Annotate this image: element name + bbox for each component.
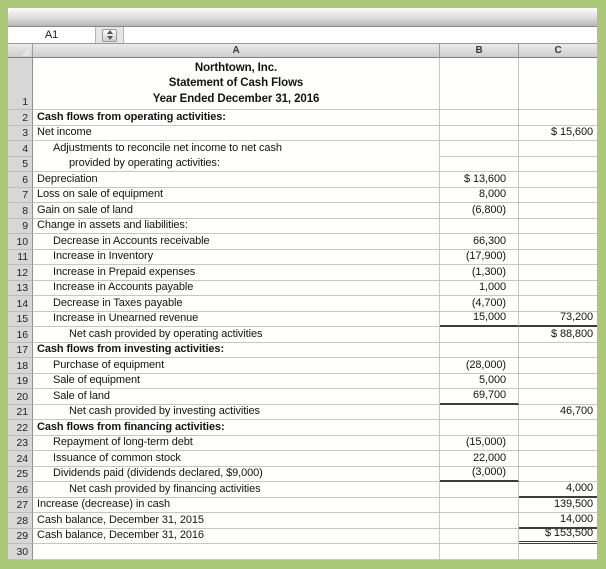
cell-a[interactable]: Net income: [33, 126, 440, 142]
grid: [8, 58, 597, 560]
formula-bar: [8, 27, 597, 44]
cell-a[interactable]: Repayment of long-term debt: [33, 436, 440, 452]
cell-c[interactable]: [519, 281, 597, 297]
cell-a[interactable]: Depreciation: [33, 172, 440, 188]
stepper-up-icon: [107, 30, 113, 34]
cell-a[interactable]: Dividends paid (dividends declared, $9,000): [33, 467, 440, 483]
cell-c[interactable]: 4,000: [519, 482, 597, 498]
cell-c[interactable]: [519, 420, 597, 436]
cell-c[interactable]: [519, 436, 597, 452]
spreadsheet-row: [8, 374, 597, 390]
cell-a[interactable]: Net cash provided by operating activities: [33, 327, 440, 343]
spreadsheet-row: [8, 529, 597, 545]
column-header-b[interactable]: B: [440, 44, 519, 58]
cell-b[interactable]: [440, 126, 519, 142]
spreadsheet-row: [8, 436, 597, 452]
name-box-stepper[interactable]: [96, 27, 124, 43]
spreadsheet-row: [8, 343, 597, 359]
cell-a[interactable]: Issuance of common stock: [33, 451, 440, 467]
cell-a[interactable]: Increase (decrease) in cash: [33, 498, 440, 514]
cell-b[interactable]: [440, 141, 519, 157]
cell-b[interactable]: [440, 405, 519, 421]
cell-c[interactable]: [519, 172, 597, 188]
spreadsheet-row: [8, 358, 597, 374]
spreadsheet-row: [8, 110, 597, 126]
cell-a[interactable]: Cash balance, December 31, 2015: [33, 513, 440, 529]
row-number[interactable]: 23: [8, 436, 33, 452]
cell-a[interactable]: Change in assets and liabilities:: [33, 219, 440, 235]
cell-c[interactable]: [519, 358, 597, 374]
formula-input[interactable]: [124, 27, 597, 43]
cell-a[interactable]: Decrease in Accounts receivable: [33, 234, 440, 250]
spreadsheet-row: [8, 126, 597, 142]
cell-a[interactable]: Loss on sale of equipment: [33, 188, 440, 204]
row-number[interactable]: 10: [8, 234, 33, 250]
cell-c[interactable]: 139,500: [519, 498, 597, 514]
cell-c[interactable]: [519, 203, 597, 219]
spreadsheet-row: [8, 389, 597, 405]
row-number[interactable]: 21: [8, 405, 33, 421]
spreadsheet-row: [8, 451, 597, 467]
spreadsheet-row: [8, 250, 597, 266]
spreadsheet-row: [8, 219, 597, 235]
row-number[interactable]: 28: [8, 513, 33, 529]
row-number[interactable]: 8: [8, 203, 33, 219]
stepper-down-icon: [107, 36, 113, 40]
spreadsheet-row: [8, 141, 597, 157]
cell-a[interactable]: Sale of land: [33, 389, 440, 405]
cell-c[interactable]: $ 15,600: [519, 126, 597, 142]
cell-b[interactable]: 5,000: [440, 374, 519, 390]
spreadsheet-row: [8, 498, 597, 514]
cell-b[interactable]: [440, 513, 519, 529]
cell-c[interactable]: $ 88,800: [519, 327, 597, 343]
cell-c[interactable]: [519, 58, 597, 110]
row-number[interactable]: 16: [8, 327, 33, 343]
cell-b[interactable]: 22,000: [440, 451, 519, 467]
cell-a[interactable]: Purchase of equipment: [33, 358, 440, 374]
cell-c[interactable]: [519, 343, 597, 359]
cell-b[interactable]: [440, 498, 519, 514]
row-number[interactable]: 5: [8, 157, 33, 173]
row-number[interactable]: 4: [8, 141, 33, 157]
row-number[interactable]: 20: [8, 389, 33, 405]
cell-c[interactable]: [519, 110, 597, 126]
sheet-title-line: Year Ended December 31, 2016: [152, 92, 320, 105]
cell-c[interactable]: [519, 157, 597, 173]
cell-a[interactable]: Net cash provided by investing activities: [33, 405, 440, 421]
cell-c[interactable]: 46,700: [519, 405, 597, 421]
spreadsheet-row: [8, 172, 597, 188]
cell-c[interactable]: [519, 188, 597, 204]
cell-b[interactable]: [440, 58, 519, 110]
spreadsheet-row: [8, 544, 597, 560]
row-number[interactable]: 24: [8, 451, 33, 467]
cell-a[interactable]: provided by operating activities:: [33, 157, 440, 173]
cell-b[interactable]: [440, 343, 519, 359]
cell-b[interactable]: (17,900): [440, 250, 519, 266]
row-number[interactable]: 9: [8, 219, 33, 235]
column-header-c[interactable]: C: [519, 44, 597, 58]
cell-b[interactable]: [440, 157, 519, 173]
spreadsheet-row: [8, 405, 597, 421]
cell-c[interactable]: $ 153,500: [519, 529, 597, 545]
select-all-corner[interactable]: [8, 44, 33, 58]
cell-a[interactable]: Net cash provided by financing activities: [33, 482, 440, 498]
row-number[interactable]: 26: [8, 482, 33, 498]
row-number[interactable]: 22: [8, 420, 33, 436]
cell-c[interactable]: [519, 265, 597, 281]
row-number[interactable]: 1: [8, 58, 33, 110]
cell-a[interactable]: Increase in Inventory: [33, 250, 440, 266]
spreadsheet-window: [8, 8, 597, 560]
row-number[interactable]: 3: [8, 126, 33, 142]
cell-a[interactable]: Increase in Accounts payable: [33, 281, 440, 297]
cell-a[interactable]: Increase in Prepaid expenses: [33, 265, 440, 281]
spreadsheet-row: [8, 157, 597, 173]
cell-c[interactable]: [519, 389, 597, 405]
cell-c[interactable]: [519, 296, 597, 312]
row-number[interactable]: 30: [8, 544, 33, 560]
cell-a[interactable]: Adjustments to reconcile net income to net cash: [33, 141, 440, 157]
row-number[interactable]: 18: [8, 358, 33, 374]
cell-c[interactable]: [519, 234, 597, 250]
window-titlebar: [8, 8, 597, 27]
column-headers: [8, 44, 597, 58]
cell-a[interactable]: Cash balance, December 31, 2016: [33, 529, 440, 545]
row-number[interactable]: 13: [8, 281, 33, 297]
cell-c[interactable]: [519, 250, 597, 266]
cell-a[interactable]: Sale of equipment: [33, 374, 440, 390]
cell-b[interactable]: [440, 110, 519, 126]
cell-a[interactable]: Cash flows from operating activities:: [33, 110, 440, 126]
row-number[interactable]: 12: [8, 265, 33, 281]
cell-b[interactable]: (4,700): [440, 296, 519, 312]
cell-b[interactable]: 15,000: [440, 312, 519, 328]
spreadsheet-row: [8, 482, 597, 498]
sheet-title-line: Northtown, Inc.: [194, 62, 278, 74]
row-number[interactable]: 11: [8, 250, 33, 266]
cell-b[interactable]: [440, 529, 519, 545]
row-number[interactable]: 15: [8, 312, 33, 328]
cell-a[interactable]: Cash flows from financing activities:: [33, 420, 440, 436]
cell-c[interactable]: 14,000: [519, 513, 597, 529]
row-number[interactable]: 17: [8, 343, 33, 359]
spreadsheet-row: [8, 296, 597, 312]
cell-b[interactable]: (28,000): [440, 358, 519, 374]
cell-c[interactable]: [519, 141, 597, 157]
cell-c[interactable]: [519, 374, 597, 390]
cell-a[interactable]: Gain on sale of land: [33, 203, 440, 219]
cell-b[interactable]: [440, 420, 519, 436]
spreadsheet-row: [8, 467, 597, 483]
sheet-title-line: Statement of Cash Flows: [168, 77, 304, 90]
cell-b[interactable]: (15,000): [440, 436, 519, 452]
cell-b[interactable]: (6,800): [440, 203, 519, 219]
cell-b[interactable]: 69,700: [440, 389, 519, 405]
cell-c[interactable]: [519, 467, 597, 483]
spreadsheet-row: [8, 203, 597, 219]
name-box[interactable]: A1: [8, 27, 96, 43]
stepper-button[interactable]: [102, 29, 117, 42]
cell-b[interactable]: (3,000): [440, 467, 519, 483]
row-number[interactable]: 6: [8, 172, 33, 188]
cell-c[interactable]: [519, 544, 597, 560]
spreadsheet-row: [8, 420, 597, 436]
cell-a[interactable]: [33, 544, 440, 560]
cell-b[interactable]: $ 13,600: [440, 172, 519, 188]
row-number[interactable]: 25: [8, 467, 33, 483]
spreadsheet-row: [8, 234, 597, 250]
cell-b[interactable]: 66,300: [440, 234, 519, 250]
cell-a[interactable]: Decrease in Taxes payable: [33, 296, 440, 312]
row-number[interactable]: 14: [8, 296, 33, 312]
spreadsheet-row: [8, 327, 597, 343]
cell-b[interactable]: [440, 544, 519, 560]
spreadsheet-row: [8, 58, 597, 110]
spreadsheet-row: [8, 513, 597, 529]
sheet-title[interactable]: [33, 58, 440, 110]
cell-b[interactable]: [440, 327, 519, 343]
spreadsheet-row: [8, 312, 597, 328]
cell-c[interactable]: [519, 219, 597, 235]
row-number[interactable]: 2: [8, 110, 33, 126]
cell-b[interactable]: 1,000: [440, 281, 519, 297]
cell-c[interactable]: 73,200: [519, 312, 597, 328]
cell-b[interactable]: [440, 219, 519, 235]
cell-b[interactable]: [440, 482, 519, 498]
column-header-a[interactable]: A: [33, 44, 440, 58]
cell-c[interactable]: [519, 451, 597, 467]
spreadsheet-row: [8, 265, 597, 281]
spreadsheet-row: [8, 281, 597, 297]
select-all-triangle-icon: [21, 47, 30, 56]
row-number[interactable]: 7: [8, 188, 33, 204]
row-number[interactable]: 29: [8, 529, 33, 545]
spreadsheet-row: [8, 188, 597, 204]
cell-a[interactable]: Increase in Unearned revenue: [33, 312, 440, 328]
row-number[interactable]: 27: [8, 498, 33, 514]
row-number[interactable]: 19: [8, 374, 33, 390]
cell-a[interactable]: Cash flows from investing activities:: [33, 343, 440, 359]
cell-b[interactable]: (1,300): [440, 265, 519, 281]
cell-b[interactable]: 8,000: [440, 188, 519, 204]
